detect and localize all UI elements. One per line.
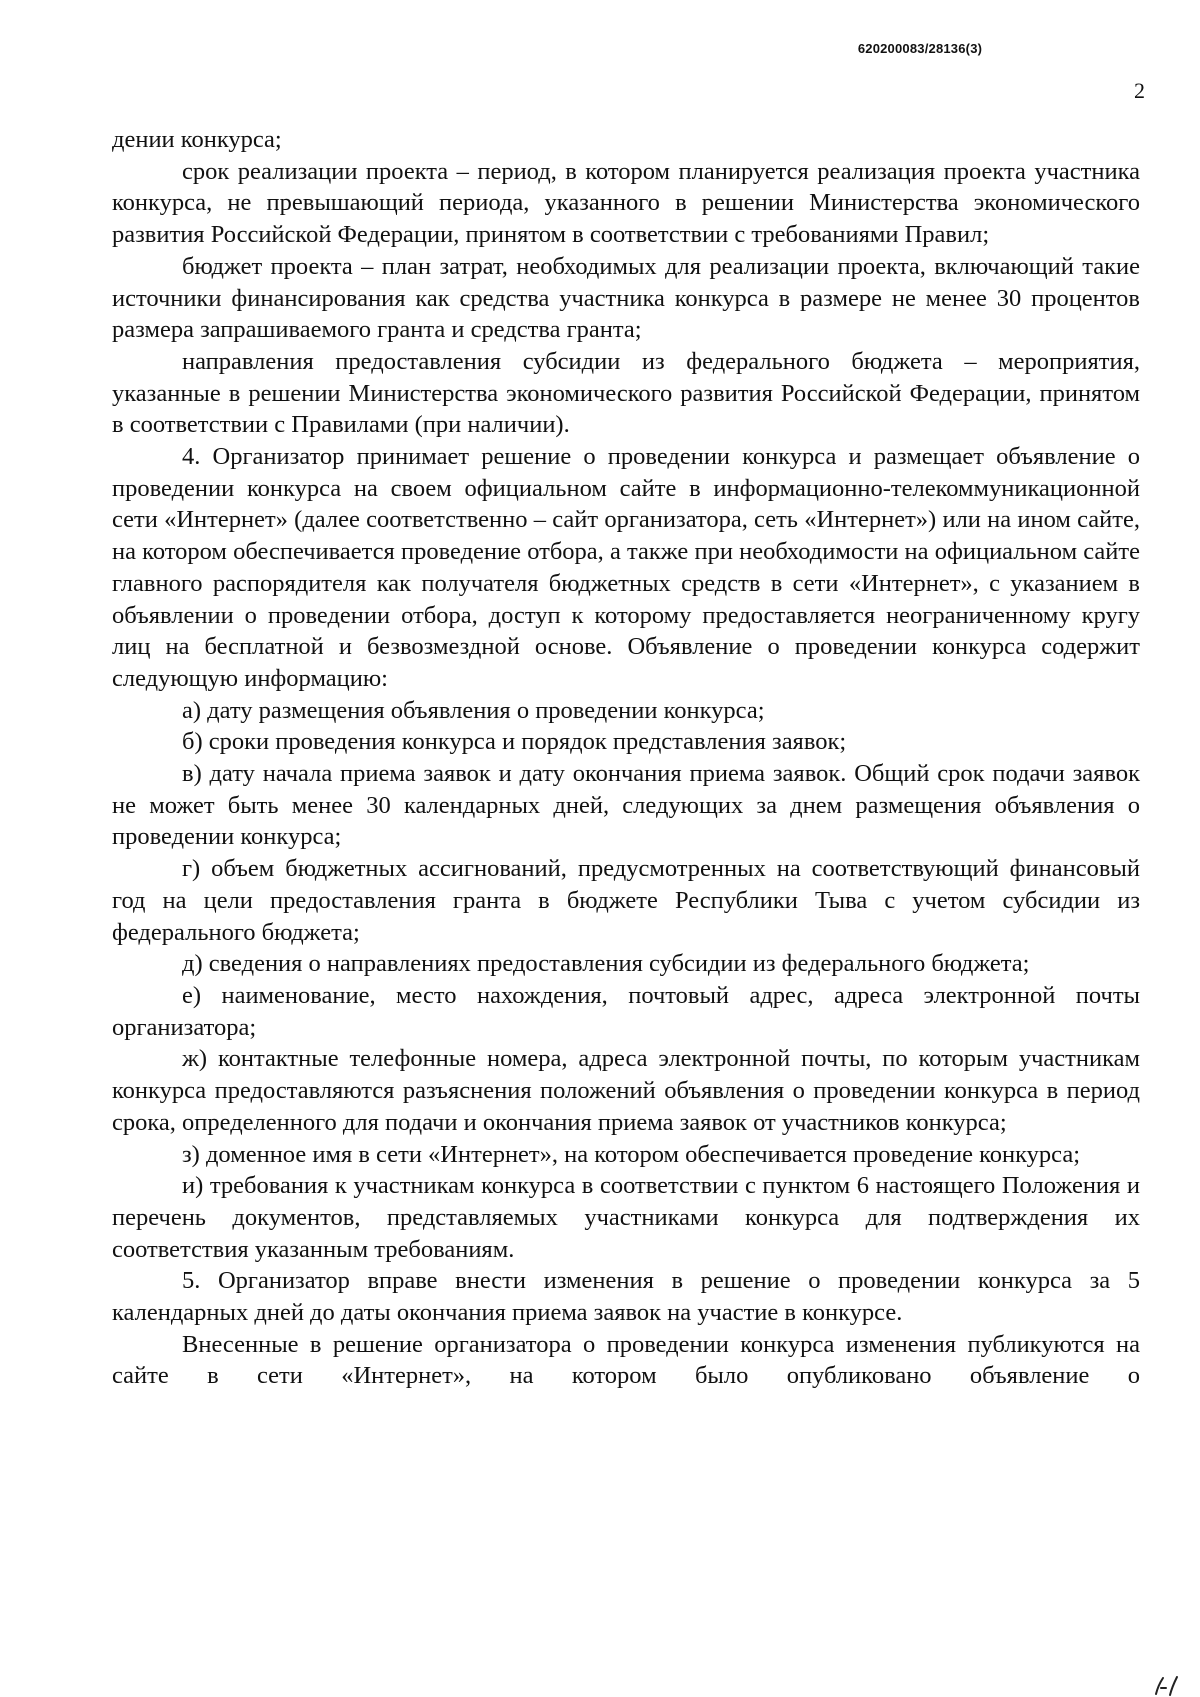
list-item: д) сведения о направлениях предоставления субсидии из федерального бюджета;: [182, 950, 1030, 978]
list-item: а) дату размещения объявления о проведении конкурса;: [182, 696, 765, 724]
paragraph: дении конкурса;: [112, 126, 282, 153]
paragraph: Внесенные в решение организатора о проведении конкурса изменения публикуются на сайте в сети «Интернет», на котором было опубликовано объявление о: [112, 1330, 1140, 1390]
list-item: г) объем бюджетных ассигнований, предусмотренных на соответствующий финансовый год на цели предоставления гранта в бюджете Республики Тыва с учетом субсидии из федерального бюджета;: [112, 855, 1140, 946]
paragraph: 4. Организатор принимает решение о проведении конкурса и размещает объявление о проведении конкурса на своем официальном сайте в информационно-телекоммуникационной сети «Интернет» (далее соответственно – сайт организатора, сеть «Интернет») или на ином сайте, на котором обеспечивается проведение отбора, а также при необходимости на официальном сайте главного распорядителя как получателя бюджетных средств в сети «Интернет», с указанием в объявлении о проведении отбора, доступ к которому предоставляется неограниченному кругу лиц на бесплатной и безвозмездной основе. Объявление о проведении конкурса содержит следующую информацию:: [112, 443, 1140, 692]
list-item: в) дату начала приема заявок и дату окончания приема заявок. Общий срок подачи заявок не может быть менее 30 календарных дней, следующих за днем размещения объявления о проведении конкурса;: [112, 760, 1140, 851]
paragraph: направления предоставления субсидии из федерального бюджета – мероприятия, указанные в решении Министерства экономического развития Российской Федерации, принятом в соответствии с Правилами (при наличии).: [112, 347, 1140, 439]
document-body: [112, 124, 1140, 1392]
list-item: з) доменное имя в сети «Интернет», на котором обеспечивается проведение конкурса;: [182, 1140, 1081, 1168]
list-item: и) требования к участникам конкурса в соответствии с пунктом 6 настоящего Положения и перечень документов, представляемых участниками конкурса для подтверждения их соответствия указанным требованиям.: [112, 1172, 1140, 1263]
document-id: 620200083/28136(3): [857, 41, 983, 56]
paragraph: 5. Организатор вправе внести изменения в решение о проведении конкурса за 5 календарных дней до даты окончания приема заявок на участие в конкурсе.: [112, 1267, 1140, 1327]
paragraph: бюджет проекта – план затрат, необходимых для реализации проекта, включающий такие источники финансирования как средства участника конкурса в размере не менее 30 процентов размера запрашиваемого гранта и средства гранта;: [112, 252, 1140, 344]
list-item: б) сроки проведения конкурса и порядок представления заявок;: [182, 728, 847, 756]
list-item: е) наименование, место нахождения, почтовый адрес, адреса электронной почты организатора;: [112, 981, 1140, 1041]
paragraph: срок реализации проекта – период, в котором планируется реализация проекта участника конкурса, не превышающий периода, указанного в решении Министерства экономического развития Российской Федерации, принятом в соответствии с требованиями Правил;: [112, 157, 1140, 249]
handwritten-mark-icon: [1150, 1672, 1190, 1697]
page-number: 2: [1134, 78, 1145, 103]
list-item: ж) контактные телефонные номера, адреса электронной почты, по которым участникам конкурса предоставляются разъяснения положений объявления о проведении конкурса в период срока, определенного для подачи и окончания приема заявок от участников конкурса;: [112, 1045, 1140, 1136]
